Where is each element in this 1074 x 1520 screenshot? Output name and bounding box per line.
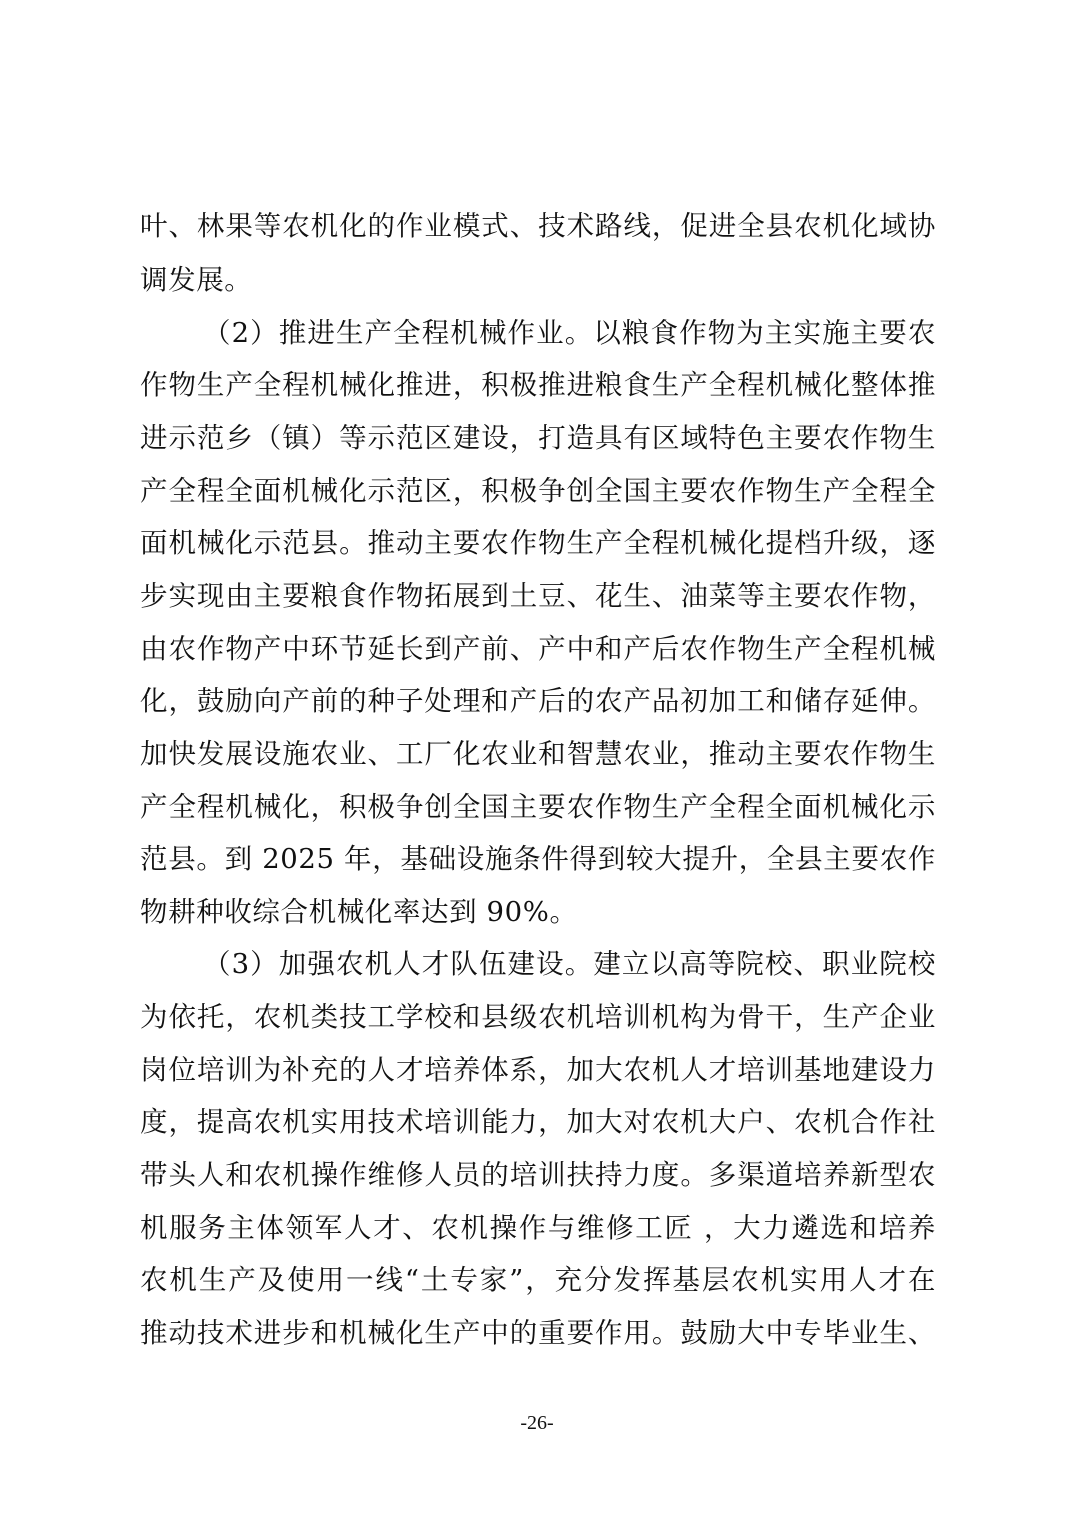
- body-line-22: 推动技术进步和机械化生产中的重要作用。鼓励大中专毕业生、: [140, 1317, 936, 1349]
- body-line-16: 为依托，农机类技工学校和县级农机培训机构为骨干，生产企业: [140, 1001, 936, 1033]
- body-line-11: 加快发展设施农业、工厂化农业和智慧农业，推动主要农作物生: [140, 738, 936, 770]
- body-line-15: （3）加强农机人才队伍建设。建立以高等院校、职业院校: [203, 948, 936, 980]
- body-line-21: 农机生产及使用一线“土专家”，充分发挥基层农机实用人才在: [140, 1264, 936, 1296]
- body-line-2: 调发展。: [140, 264, 253, 296]
- body-line-12: 产全程机械化，积极争创全国主要农作物生产全程全面机械化示: [140, 791, 936, 823]
- body-line-1: 叶、林果等农机化的作业模式、技术路线，促进全县农机化域协: [140, 210, 936, 242]
- body-line-9: 由农作物产中环节延长到产前、产中和产后农作物生产全程机械: [140, 633, 936, 665]
- body-line-14: 物耕种收综合机械化率达到 90%。: [140, 896, 578, 928]
- body-line-10: 化，鼓励向产前的种子处理和产后的农产品初加工和储存延伸。: [140, 685, 936, 717]
- body-line-4: 作物生产全程机械化推进，积极推进粮食生产全程机械化整体推: [140, 369, 936, 401]
- body-line-7: 面机械化示范县。推动主要农作物生产全程机械化提档升级，逐: [140, 527, 936, 559]
- body-line-3: （2）推进生产全程机械作业。以粮食作物为主实施主要农: [203, 317, 936, 349]
- body-line-8: 步实现由主要粮食作物拓展到土豆、花生、油菜等主要农作物，: [140, 580, 936, 612]
- body-line-17: 岗位培训为补充的人才培养体系，加大农机人才培训基地建设力: [140, 1054, 936, 1086]
- body-line-13: 范县。到 2025 年，基础设施条件得到较大提升，全县主要农作: [140, 843, 936, 875]
- page-number: -26-: [520, 1412, 554, 1434]
- body-line-5: 进示范乡（镇）等示范区建设，打造具有区域特色主要农作物生: [140, 422, 936, 454]
- body-line-20: 机服务主体领军人才、农机操作与维修工匠 ，大力遴选和培养: [140, 1212, 936, 1244]
- body-line-18: 度，提高农机实用技术培训能力，加大对农机大户、农机合作社: [140, 1106, 936, 1138]
- body-line-19: 带头人和农机操作维修人员的培训扶持力度。多渠道培养新型农: [140, 1159, 936, 1191]
- body-line-6: 产全程全面机械化示范区，积极争创全国主要农作物生产全程全: [140, 475, 936, 507]
